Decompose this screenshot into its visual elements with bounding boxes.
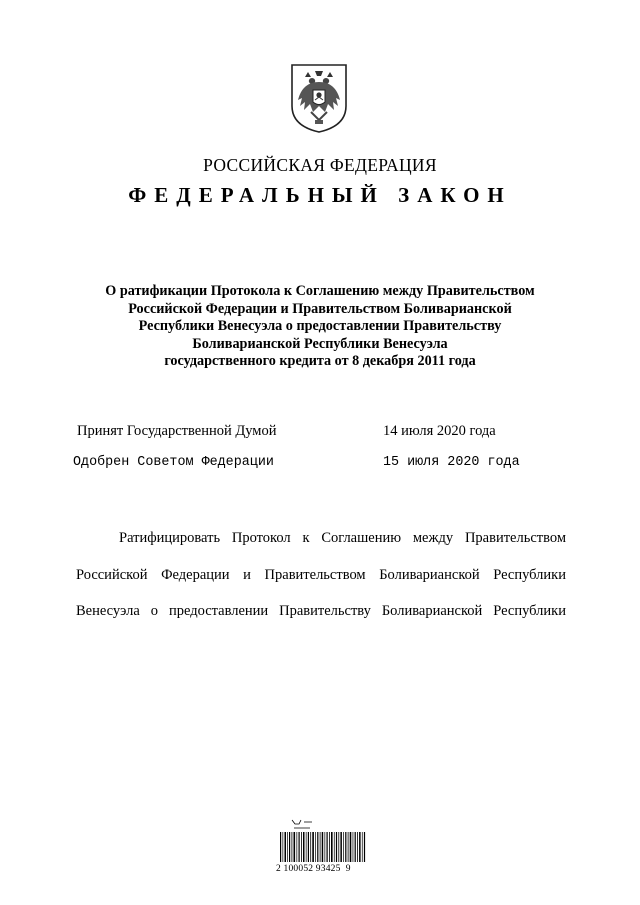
law-body [76, 520, 566, 630]
barcode-number: 2 100052 93425 9 [276, 864, 351, 874]
law-title-line: Республики Венесуэла о предоставлении Правительству [138, 318, 502, 334]
duma-adoption-date: 14 июля 2020 года [383, 423, 496, 439]
law-body-line: Ратифицировать Протокол к Соглашению между Правительством [119, 530, 566, 546]
law-title-line: государственного кредита от 8 декабря 2011 года [164, 353, 476, 369]
state-emblem-icon [288, 62, 350, 134]
law-title-line: О ратификации Протокола к Соглашению между Правительством [105, 283, 535, 299]
country-heading: РОССИЙСКАЯ ФЕДЕРАЦИЯ [203, 155, 437, 175]
law-title [70, 283, 570, 371]
law-body-line: Российской Федерации и Правительством Боливарианской Республики [76, 566, 566, 583]
council-approval-label: Одобрен Советом Федерации [73, 455, 274, 470]
council-approval-date: 15 июля 2020 года [383, 455, 520, 470]
duma-adoption-label: Принят Государственной Думой [77, 423, 277, 439]
law-title-line: Боливарианской Республики Венесуэла [192, 335, 448, 352]
law-title-line: Российской Федерации и Правительством Боливарианской [128, 300, 512, 317]
law-body-line: Венесуэла о предоставлении Правительству Боливарианской Республики [76, 603, 566, 619]
document-type-heading: ФЕДЕРАЛЬНЫЙ ЗАКОН [128, 183, 512, 207]
